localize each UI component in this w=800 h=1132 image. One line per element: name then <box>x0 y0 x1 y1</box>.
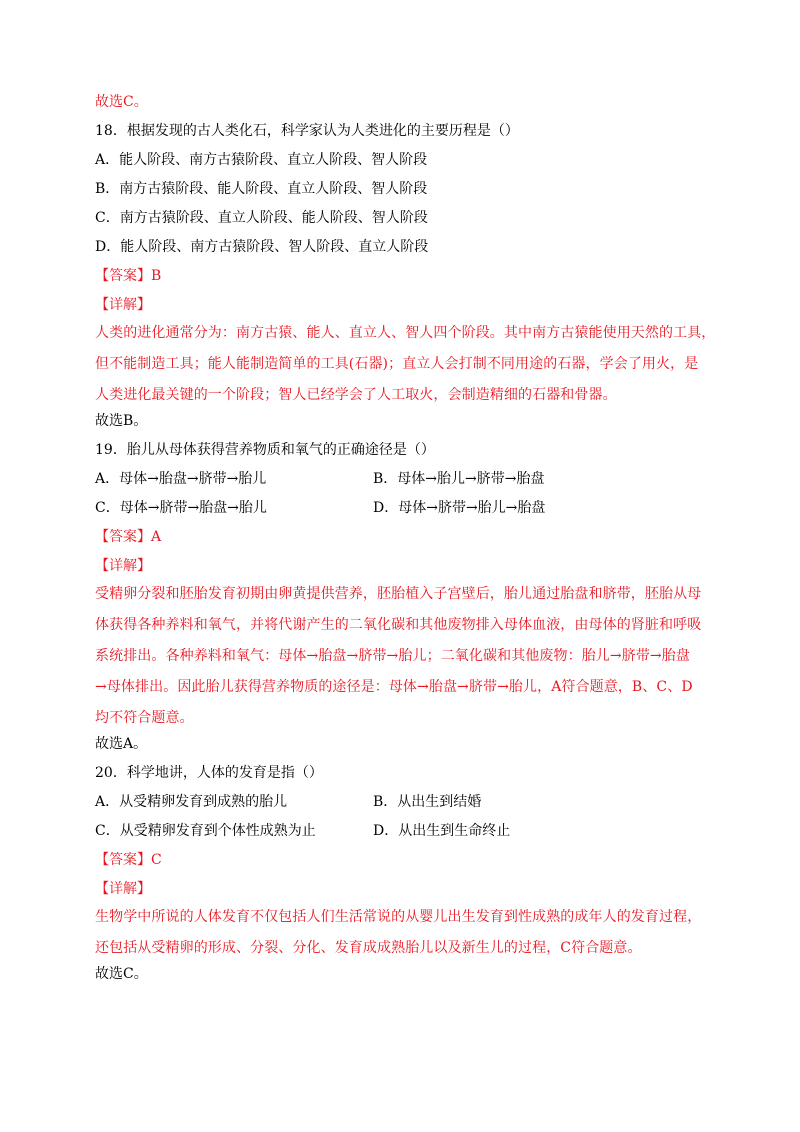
question-18: 18．根据发现的古人类化石，科学家认为人类进化的主要历程是（） <box>95 123 519 139</box>
q19-option-c: C．母体→脐带→胎盘→胎儿 <box>95 500 267 516</box>
q19-explanation-line: 受精卵分裂和胚胎发育初期由卵黄提供营养，胚胎植入子宫壁后，胎儿通过胎盘和脐带，胚胎从母 <box>95 586 702 602</box>
q20-answer: 【答案】C <box>95 852 162 868</box>
q19-conclusion: 故选A。 <box>95 736 148 752</box>
q19-option-d: D．母体→脐带→胎儿→胎盘 <box>373 500 546 516</box>
q18-explanation <box>95 318 715 411</box>
q20-options-row-2 <box>95 821 715 841</box>
q18-option-b: B．南方古猿阶段、能人阶段、直立人阶段、智人阶段 <box>95 181 428 197</box>
q18-explanation-line: 但不能制造工具；能人能制造简单的工具(石器)；直立人会打制不同用途的石器，学会了用火，是 <box>95 356 699 372</box>
q19-explanation-line: 均不符合题意。 <box>95 710 194 726</box>
q20-conclusion: 故选C。 <box>95 966 148 982</box>
q19-detail-label: 【详解】 <box>95 558 151 574</box>
question-20: 20．科学地讲，人体的发育是指（） <box>95 765 323 781</box>
q20-explanation-line: 生物学中所说的人体发育不仅包括人们生活常说的从婴儿出生发育到性成熟的成年人的发育过程， <box>95 909 702 925</box>
q18-option-c: C．南方古猿阶段、直立人阶段、能人阶段、智人阶段 <box>95 210 428 226</box>
q18-answer: 【答案】B <box>95 268 162 284</box>
question-19: 19．胎儿从母体获得营养物质和氧气的正确途径是（） <box>95 442 435 458</box>
previous-conclusion: 故选C。 <box>95 94 148 110</box>
q19-answer: 【答案】A <box>95 529 162 545</box>
q19-options-row-1 <box>95 469 715 489</box>
q18-option-a: A．能人阶段、南方古猿阶段、直立人阶段、智人阶段 <box>95 152 428 168</box>
q18-explanation-line: 人类的进化通常分为：南方古猿、能人、直立人、智人四个阶段。其中南方古猿能使用天然的工具， <box>95 325 716 341</box>
q19-option-b: B．母体→胎儿→脐带→胎盘 <box>373 471 545 487</box>
q20-option-a: A．从受精卵发育到成熟的胎儿 <box>95 794 288 810</box>
q20-option-b: B．从出生到结婚 <box>373 794 482 810</box>
q20-explanation <box>95 902 715 964</box>
q19-explanation-line: →母体排出。因此胎儿获得营养物质的途径是：母体→胎盘→脐带→胎儿，A符合题意，B、C、D <box>95 679 693 695</box>
q19-explanation <box>95 579 715 734</box>
q18-explanation-line: 人类进化最关键的一个阶段；智人已经学会了人工取火，会制造精细的石器和骨器。 <box>95 387 617 403</box>
q19-option-a: A．母体→胎盘→脐带→胎儿 <box>95 471 267 487</box>
q20-option-c: C．从受精卵发育到个体性成熟为止 <box>95 823 316 839</box>
q20-options-row-1 <box>95 792 715 812</box>
q20-detail-label: 【详解】 <box>95 881 151 897</box>
document-page <box>95 92 715 984</box>
q19-explanation-line: 体获得各种养料和氧气，并将代谢产生的二氧化碳和其他废物排入母体血液，由母体的肾脏和呼吸 <box>95 617 702 633</box>
q18-detail-label: 【详解】 <box>95 297 151 313</box>
q20-explanation-line: 还包括从受精卵的形成、分裂、分化、发育成成熟胎儿以及新生儿的过程，C符合题意。 <box>95 940 642 956</box>
q18-option-d: D．能人阶段、南方古猿阶段、智人阶段、直立人阶段 <box>95 239 429 255</box>
q19-explanation-line: 系统排出。各种养料和氧气：母体→胎盘→脐带→胎儿；二氧化碳和其他废物：胎儿→脐带→胎盘 <box>95 648 690 664</box>
q18-conclusion: 故选B。 <box>95 413 148 429</box>
q19-options-row-2 <box>95 498 715 518</box>
q20-option-d: D．从出生到生命终止 <box>373 823 511 839</box>
